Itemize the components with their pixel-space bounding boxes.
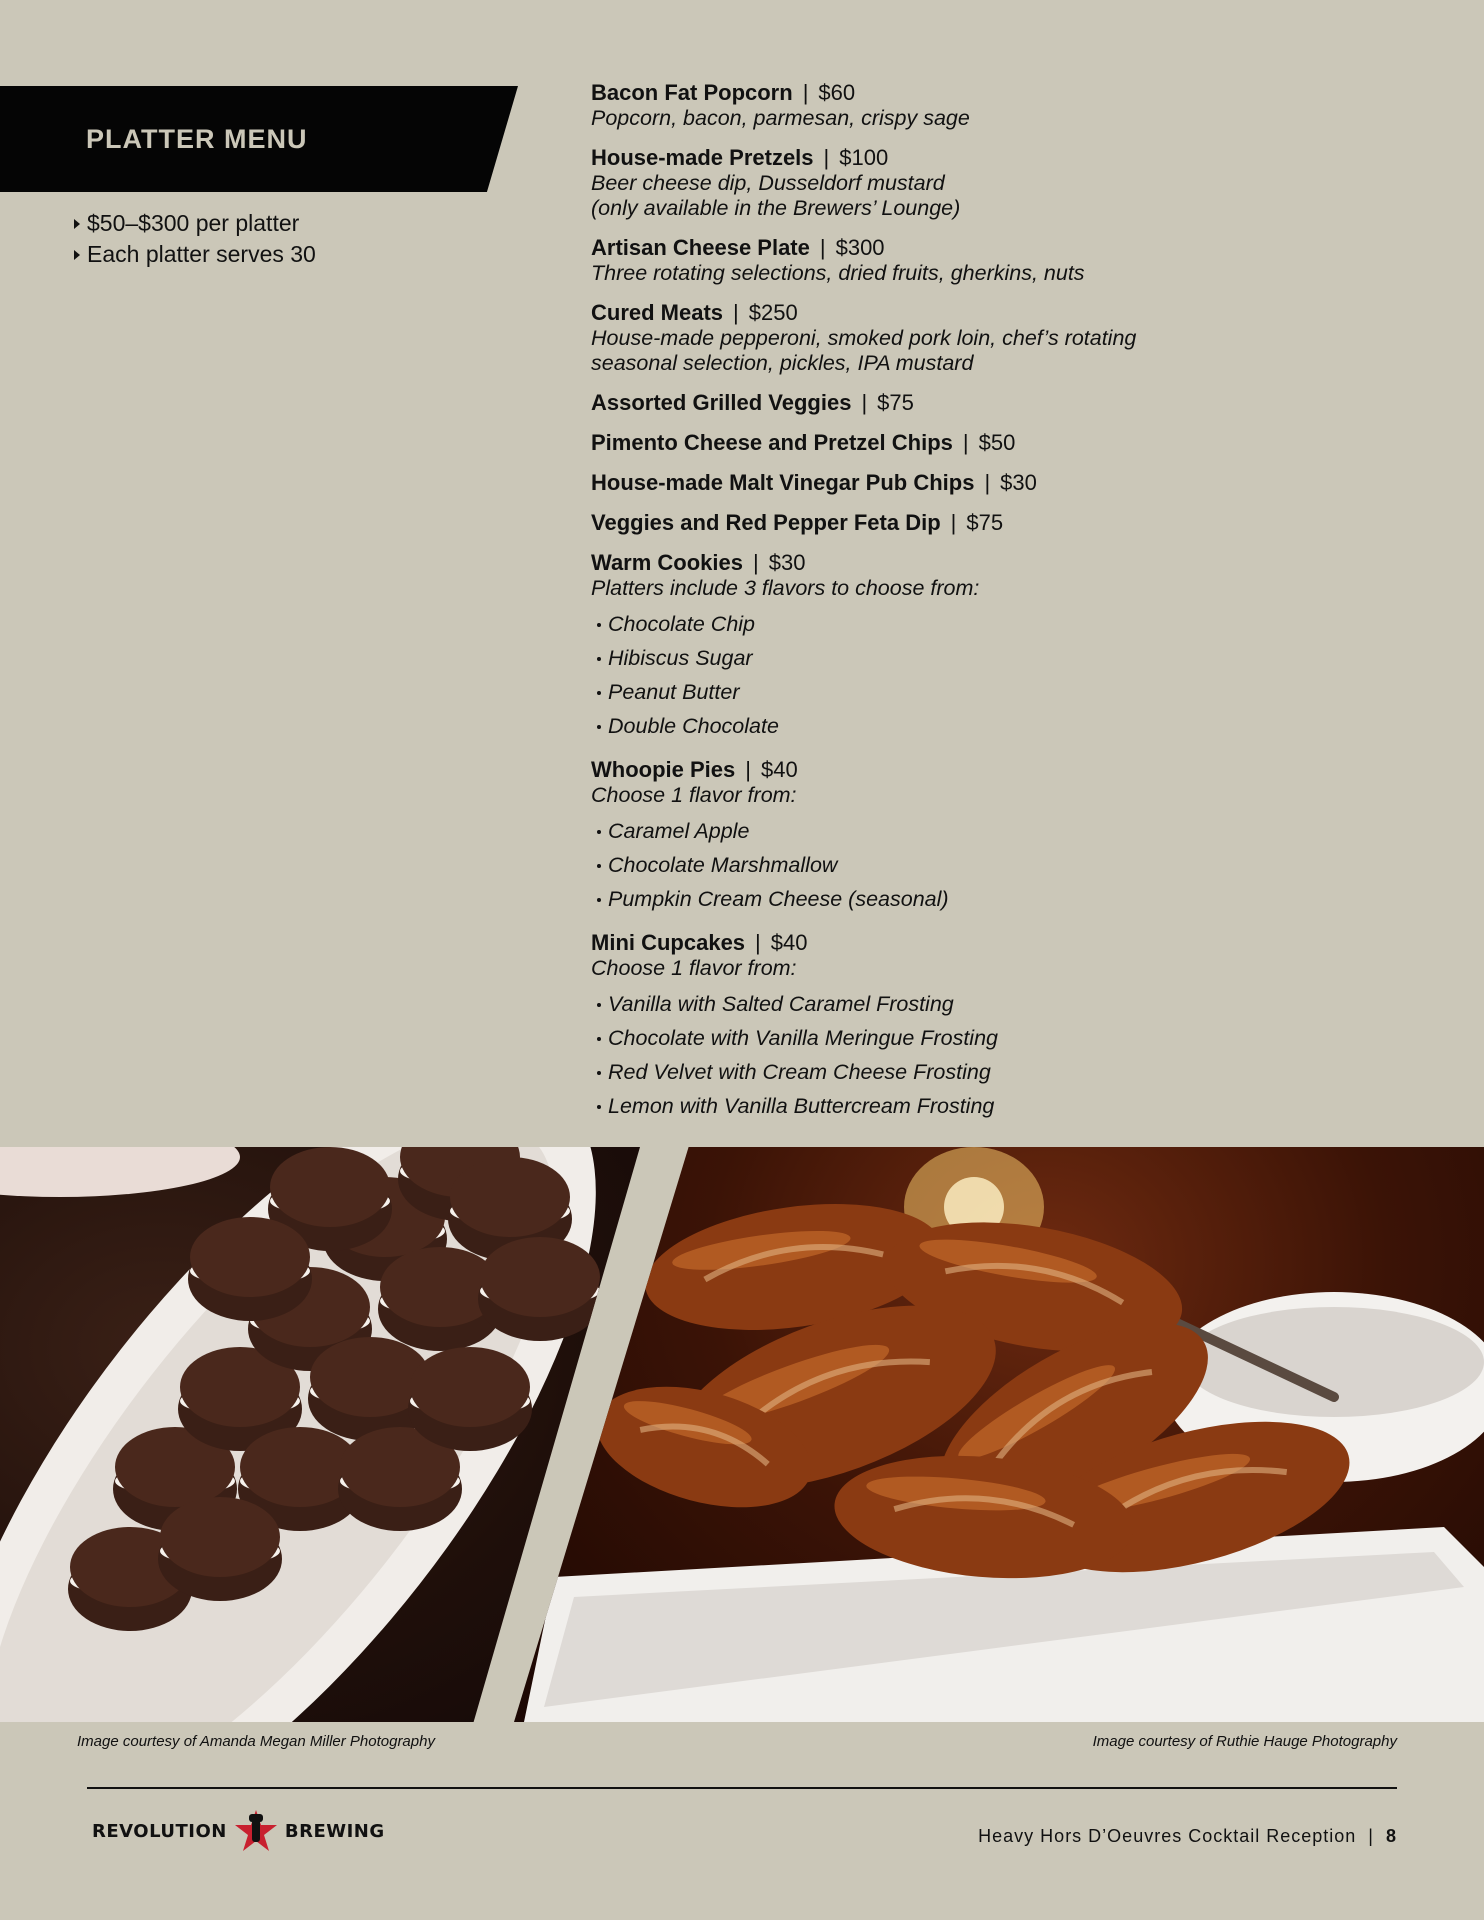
price-separator: | (950, 510, 957, 535)
menu-item-description: Choose 1 flavor from: (591, 956, 797, 980)
menu-item-description: Three rotating selections, dried fruits, gherkins, nuts (591, 261, 1085, 285)
menu-item-price: $40 (760, 757, 798, 782)
menu-item (591, 80, 1271, 131)
menu-item (591, 757, 1271, 916)
menu-item-name: Mini Cupcakes (591, 930, 746, 955)
menu-item (591, 390, 1271, 416)
flavor-option: Red Velvet with Cream Cheese Frosting (591, 1055, 1271, 1089)
whoopie-pie (408, 1347, 532, 1451)
menu-item (591, 550, 1271, 743)
soft-pretzels-photo (514, 1147, 1484, 1722)
flavor-option: Hibiscus Sugar (591, 641, 941, 675)
menu-item-description: Platters include 3 flavors to choose from: (591, 576, 980, 600)
flavor-option: Caramel Apple (591, 814, 941, 848)
star-fist-icon (233, 1808, 279, 1854)
menu-item-price: $250 (748, 300, 798, 325)
menu-item-price: $50 (978, 430, 1016, 455)
menu-item-price: $75 (877, 390, 914, 415)
menu-item-header (591, 300, 1271, 326)
photo-credit-left: Image courtesy of Amanda Megan Miller Photography (77, 1733, 435, 1750)
menu-item (591, 235, 1271, 286)
logo-text-left: REVOLUTION (92, 1820, 227, 1842)
menu-item-description: seasonal selection, pickles, IPA mustard (591, 351, 974, 375)
menu-item-name: Assorted Grilled Veggies (591, 390, 852, 415)
menu-item-name: Whoopie Pies (591, 757, 736, 782)
menu-item (591, 300, 1271, 376)
footer-info (978, 1826, 1397, 1847)
menu-item-price: $300 (835, 235, 885, 260)
menu-item-price: $60 (818, 80, 856, 105)
menu-item-name: Pimento Cheese and Pretzel Chips (591, 430, 953, 455)
platter-menu-list (591, 80, 1271, 1137)
menu-item-header (591, 510, 1271, 536)
menu-item (591, 510, 1271, 536)
menu-item (591, 930, 1271, 1123)
footer-separator: | (1368, 1826, 1374, 1846)
menu-item-header (591, 390, 1271, 416)
footer-divider (87, 1787, 1397, 1789)
menu-item-header (591, 430, 1271, 456)
platter-facts (72, 208, 316, 270)
menu-item (591, 145, 1271, 221)
flavor-option: Chocolate Marshmallow (591, 848, 941, 882)
flavor-option: Chocolate with Vanilla Meringue Frosting (591, 1021, 1271, 1055)
menu-item-header (591, 235, 1271, 261)
fact-serving-size: Each platter serves 30 (72, 239, 316, 270)
menu-item-description: Beer cheese dip, Dusseldorf mustard (591, 171, 945, 195)
menu-item-name: Veggies and Red Pepper Feta Dip (591, 510, 941, 535)
menu-item (591, 470, 1271, 496)
menu-item-price: $30 (768, 550, 806, 575)
menu-item-description: Popcorn, bacon, parmesan, crispy sage (591, 106, 970, 130)
price-separator: | (861, 390, 868, 415)
menu-item-header (591, 550, 1271, 576)
menu-item-header (591, 470, 1271, 496)
menu-item-name: House-made Malt Vinegar Pub Chips (591, 470, 975, 495)
menu-item-header (591, 145, 1271, 171)
menu-item-name: Warm Cookies (591, 550, 744, 575)
flavor-option: Pumpkin Cream Cheese (seasonal) (591, 882, 1271, 916)
menu-item-header (591, 80, 1271, 106)
menu-item-price: $100 (839, 145, 889, 170)
photo-credit-right: Image courtesy of Ruthie Hauge Photography (1092, 1733, 1397, 1750)
revolution-brewing-logo (92, 1808, 385, 1854)
menu-item-price: $30 (1000, 470, 1037, 495)
flavor-options (591, 814, 1271, 916)
price-separator: | (984, 470, 991, 495)
menu-item-description: Choose 1 flavor from: (591, 783, 797, 807)
logo-text-right: BREWING (284, 1820, 385, 1842)
menu-item-name: Bacon Fat Popcorn (591, 80, 793, 105)
flavor-options (591, 607, 1271, 743)
price-separator: | (962, 430, 969, 455)
menu-item-header (591, 930, 1271, 956)
menu-item-price: $75 (966, 510, 1004, 535)
price-separator: | (745, 757, 751, 782)
flavor-option: Double Chocolate (591, 709, 941, 743)
menu-item-description: House-made pepperoni, smoked pork loin, chef’s rotating (591, 326, 1137, 350)
flavor-option: Lemon with Vanilla Buttercream Frosting (591, 1089, 1271, 1123)
price-separator: | (753, 550, 759, 575)
menu-item-name: House-made Pretzels (591, 145, 814, 170)
menu-item-price: $40 (770, 930, 808, 955)
menu-item (591, 430, 1271, 456)
flavor-options (591, 987, 1271, 1123)
price-separator: | (755, 930, 761, 955)
flavor-option: Vanilla with Salted Caramel Frosting (591, 987, 1271, 1021)
whoopie-pie (188, 1217, 312, 1321)
whoopie-pie (478, 1237, 602, 1341)
photo-strip (0, 1147, 1484, 1722)
fact-price-range: $50–$300 per platter (72, 208, 316, 239)
price-separator: | (733, 300, 739, 325)
flavor-option: Peanut Butter (591, 675, 941, 709)
pretzels-illustration (514, 1147, 1484, 1722)
menu-item-description: (only available in the Brewers’ Lounge) (591, 196, 961, 220)
menu-item-name: Artisan Cheese Plate (591, 235, 810, 260)
price-separator: | (819, 235, 826, 260)
price-separator: | (823, 145, 830, 170)
flavor-option: Chocolate Chip (591, 607, 941, 641)
menu-item-header (591, 757, 1271, 783)
page-title: PLATTER MENU (86, 124, 308, 154)
price-separator: | (802, 80, 809, 105)
menu-item-name: Cured Meats (591, 300, 724, 325)
event-name: Heavy Hors D’Oeuvres Cocktail Reception (978, 1826, 1357, 1846)
whoopie-pie (158, 1497, 282, 1601)
page-number: 8 (1385, 1826, 1397, 1846)
